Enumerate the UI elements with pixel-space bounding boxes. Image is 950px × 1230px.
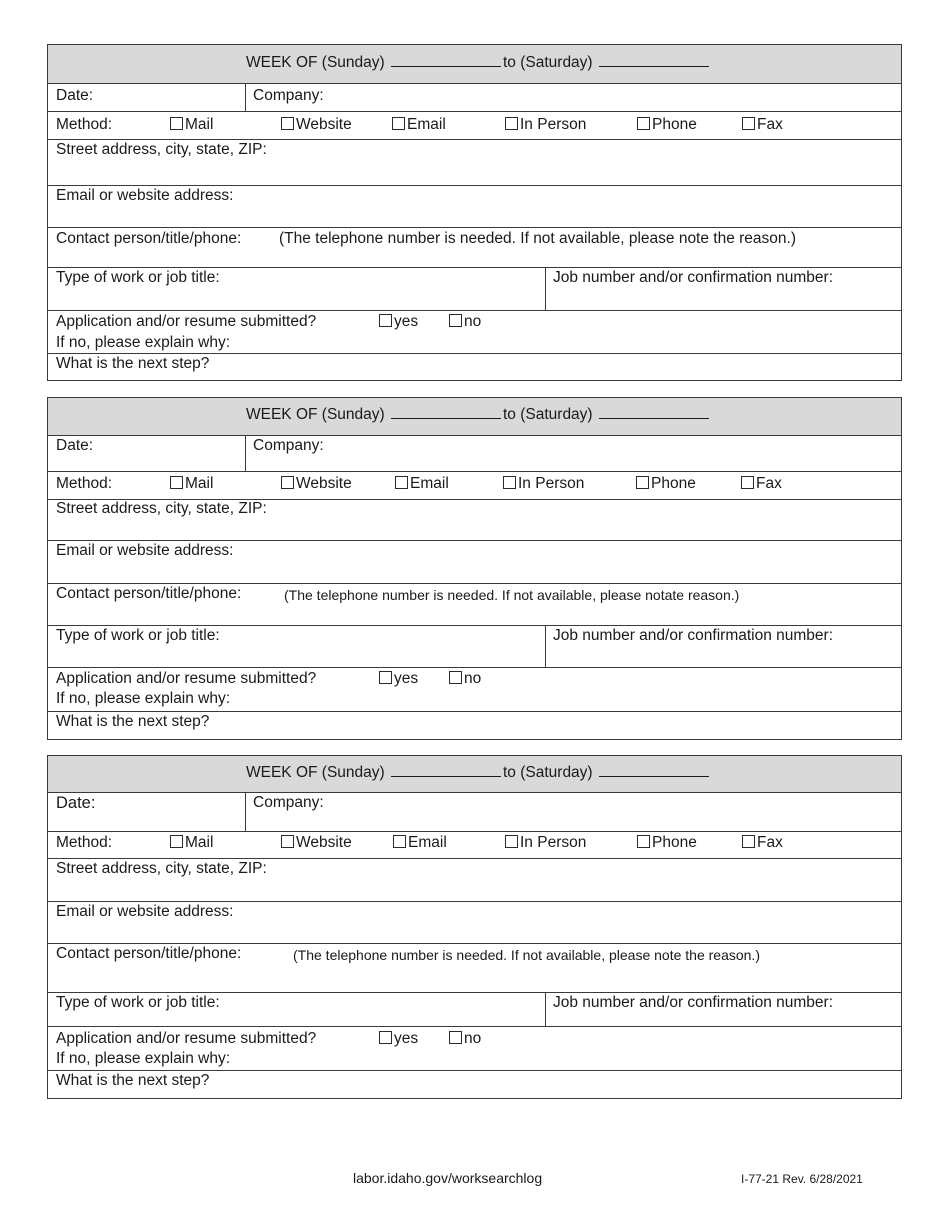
contact-note: (The telephone number is needed. If not available, please note the reason.) bbox=[293, 947, 760, 963]
contact-label: Contact person/title/phone: bbox=[56, 230, 242, 247]
no-option[interactable]: no bbox=[449, 670, 481, 688]
method-in-person-option[interactable]: In Person bbox=[505, 116, 586, 134]
date-label: Date: bbox=[56, 794, 96, 812]
company-label: Company: bbox=[253, 437, 324, 454]
contact-row[interactable] bbox=[48, 227, 901, 267]
email-checkbox[interactable] bbox=[392, 117, 405, 130]
no-option[interactable]: no bbox=[449, 1030, 481, 1048]
method-email-option[interactable]: Email bbox=[392, 116, 446, 134]
application-row bbox=[48, 310, 901, 353]
yes-checkbox[interactable] bbox=[379, 671, 392, 684]
contact-label: Contact person/title/phone: bbox=[56, 585, 242, 602]
method-email-option[interactable]: Email bbox=[395, 475, 449, 493]
worksearch-log-url[interactable]: labor.idaho.gov/worksearchlog bbox=[353, 1170, 543, 1186]
sunday-date-blank[interactable] bbox=[391, 406, 501, 419]
no-option[interactable]: no bbox=[449, 313, 481, 331]
to-saturday-label: to (Saturday) bbox=[503, 54, 593, 71]
contact-label: Contact person/title/phone: bbox=[56, 945, 242, 962]
contact-row[interactable] bbox=[48, 583, 901, 625]
no-checkbox[interactable] bbox=[449, 1031, 462, 1044]
address-label: Street address, city, state, ZIP: bbox=[56, 860, 267, 877]
contact-note: (The telephone number is needed. If not available, please note the reason.) bbox=[279, 230, 797, 247]
form-id-revision: I-77-21 Rev. 6/28/2021 bbox=[741, 1172, 863, 1186]
method-mail-option[interactable]: Mail bbox=[170, 475, 213, 493]
next-step-label: What is the next step? bbox=[56, 713, 210, 730]
yes-checkbox[interactable] bbox=[379, 314, 392, 327]
email-website-label: Email or website address: bbox=[56, 187, 234, 204]
method-fax-option[interactable]: Fax bbox=[742, 116, 783, 134]
mail-checkbox[interactable] bbox=[170, 476, 183, 489]
saturday-date-blank[interactable] bbox=[599, 54, 709, 67]
method-phone-option[interactable]: Phone bbox=[637, 834, 697, 852]
week-of-row bbox=[48, 398, 901, 435]
next-step-row[interactable] bbox=[48, 1070, 901, 1098]
application-label: Application and/or resume submitted? bbox=[56, 670, 317, 687]
in-person-checkbox[interactable] bbox=[503, 476, 516, 489]
address-row[interactable] bbox=[48, 139, 901, 185]
date-company-row bbox=[48, 792, 901, 831]
email-website-row[interactable] bbox=[48, 185, 901, 227]
email-checkbox[interactable] bbox=[393, 835, 406, 848]
explain-label: If no, please explain why: bbox=[56, 1050, 231, 1067]
email-website-label: Email or website address: bbox=[56, 542, 234, 559]
explain-label: If no, please explain why: bbox=[56, 334, 231, 351]
method-mail-option[interactable]: Mail bbox=[170, 834, 213, 852]
method-label: Method: bbox=[56, 475, 113, 492]
explain-label: If no, please explain why: bbox=[56, 690, 231, 707]
phone-checkbox[interactable] bbox=[637, 835, 650, 848]
job-number-label: Job number and/or confirmation number: bbox=[553, 269, 834, 286]
email-checkbox[interactable] bbox=[395, 476, 408, 489]
method-row bbox=[48, 831, 901, 858]
method-in-person-option[interactable]: In Person bbox=[505, 834, 586, 852]
yes-checkbox[interactable] bbox=[379, 1031, 392, 1044]
method-label: Method: bbox=[56, 834, 113, 851]
phone-checkbox[interactable] bbox=[636, 476, 649, 489]
method-website-option[interactable]: Website bbox=[281, 116, 352, 134]
application-row bbox=[48, 1026, 901, 1070]
method-phone-option[interactable]: Phone bbox=[636, 475, 696, 493]
fax-checkbox[interactable] bbox=[742, 117, 755, 130]
method-row bbox=[48, 111, 901, 139]
mail-checkbox[interactable] bbox=[170, 117, 183, 130]
yes-option[interactable]: yes bbox=[379, 313, 418, 331]
method-phone-option[interactable]: Phone bbox=[637, 116, 697, 134]
sunday-date-blank[interactable] bbox=[391, 764, 501, 777]
week-of-row bbox=[48, 756, 901, 792]
to-saturday-label: to (Saturday) bbox=[503, 406, 593, 423]
sunday-date-blank[interactable] bbox=[391, 54, 501, 67]
method-fax-option[interactable]: Fax bbox=[742, 834, 783, 852]
saturday-date-blank[interactable] bbox=[599, 406, 709, 419]
job-contact-block-3 bbox=[47, 755, 902, 1099]
no-checkbox[interactable] bbox=[449, 671, 462, 684]
fax-checkbox[interactable] bbox=[742, 835, 755, 848]
website-checkbox[interactable] bbox=[281, 476, 294, 489]
method-website-option[interactable]: Website bbox=[281, 475, 352, 493]
work-title-label: Type of work or job title: bbox=[56, 269, 220, 286]
website-checkbox[interactable] bbox=[281, 117, 294, 130]
address-label: Street address, city, state, ZIP: bbox=[56, 141, 267, 158]
to-saturday-label: to (Saturday) bbox=[503, 764, 593, 781]
work-title-label: Type of work or job title: bbox=[56, 994, 220, 1011]
job-number-label: Job number and/or confirmation number: bbox=[553, 994, 834, 1011]
mail-checkbox[interactable] bbox=[170, 835, 183, 848]
email-website-row[interactable] bbox=[48, 901, 901, 943]
phone-checkbox[interactable] bbox=[637, 117, 650, 130]
address-row[interactable] bbox=[48, 499, 901, 540]
week-of-row bbox=[48, 45, 901, 83]
method-mail-option[interactable]: Mail bbox=[170, 116, 213, 134]
next-step-row[interactable] bbox=[48, 711, 901, 739]
next-step-row[interactable] bbox=[48, 353, 901, 380]
contact-note: (The telephone number is needed. If not available, please notate reason.) bbox=[284, 587, 740, 603]
fax-checkbox[interactable] bbox=[741, 476, 754, 489]
website-checkbox[interactable] bbox=[281, 835, 294, 848]
method-in-person-option[interactable]: In Person bbox=[503, 475, 584, 493]
date-company-row bbox=[48, 83, 901, 111]
work-title-row bbox=[48, 267, 901, 310]
job-contact-block-2 bbox=[47, 397, 902, 740]
company-label: Company: bbox=[253, 87, 324, 104]
email-website-label: Email or website address: bbox=[56, 903, 234, 920]
email-website-row[interactable] bbox=[48, 540, 901, 583]
work-title-label: Type of work or job title: bbox=[56, 627, 220, 644]
method-row bbox=[48, 471, 901, 499]
no-checkbox[interactable] bbox=[449, 314, 462, 327]
contact-row[interactable] bbox=[48, 943, 901, 992]
company-label: Company: bbox=[253, 794, 324, 811]
next-step-label: What is the next step? bbox=[56, 1072, 210, 1089]
date-label: Date: bbox=[56, 437, 94, 454]
week-of-label: WEEK OF (Sunday) bbox=[246, 764, 385, 781]
job-contact-block-1 bbox=[47, 44, 902, 381]
yes-option[interactable]: yes bbox=[379, 1030, 418, 1048]
date-label: Date: bbox=[56, 87, 94, 104]
in-person-checkbox[interactable] bbox=[505, 117, 518, 130]
in-person-checkbox[interactable] bbox=[505, 835, 518, 848]
saturday-date-blank[interactable] bbox=[599, 764, 709, 777]
next-step-label: What is the next step? bbox=[56, 355, 210, 372]
work-title-row bbox=[48, 992, 901, 1026]
method-email-option[interactable]: Email bbox=[393, 834, 447, 852]
week-of-label: WEEK OF (Sunday) bbox=[246, 406, 385, 423]
method-fax-option[interactable]: Fax bbox=[741, 475, 782, 493]
method-label: Method: bbox=[56, 116, 113, 133]
address-row[interactable] bbox=[48, 858, 901, 901]
address-label: Street address, city, state, ZIP: bbox=[56, 500, 267, 517]
work-title-row bbox=[48, 625, 901, 667]
application-label: Application and/or resume submitted? bbox=[56, 1030, 317, 1047]
method-website-option[interactable]: Website bbox=[281, 834, 352, 852]
job-number-label: Job number and/or confirmation number: bbox=[553, 627, 834, 644]
application-row bbox=[48, 667, 901, 711]
date-company-row bbox=[48, 435, 901, 471]
week-of-label: WEEK OF (Sunday) bbox=[246, 54, 385, 71]
yes-option[interactable]: yes bbox=[379, 670, 418, 688]
application-label: Application and/or resume submitted? bbox=[56, 313, 317, 330]
